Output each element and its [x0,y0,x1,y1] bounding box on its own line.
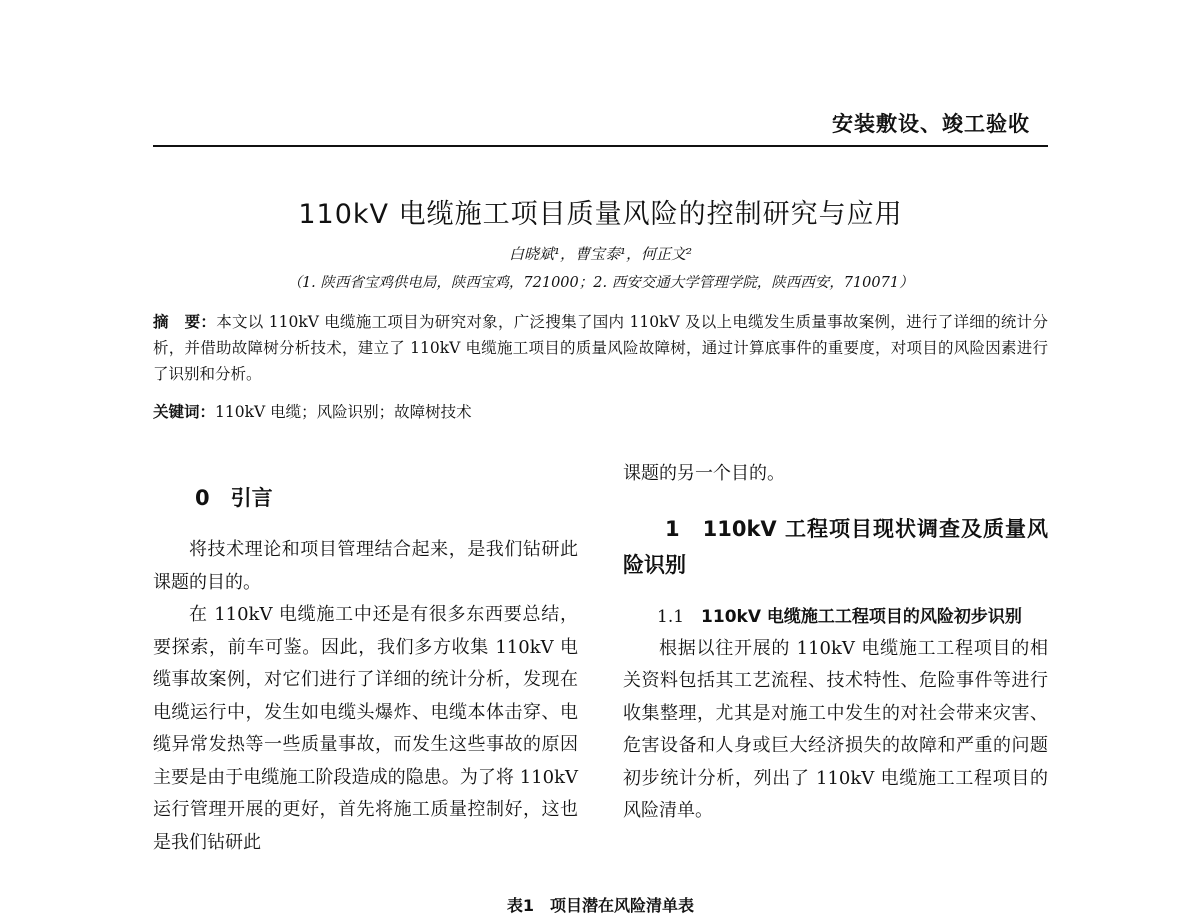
abstract-text: 本文以 110kV 电缆施工项目为研究对象，广泛搜集了国内 110kV 及以上电缆发生质量事故案例，进行了详细的统计分析，并借助故障树分析技术，建立了 110kV 电缆施工项目的质量风险故障树，通过计算底事件的重要度，对项目的风险因素进行了识别和分析。 [153,313,1048,383]
intro-continuation: 课题的另一个目的。 [623,463,785,484]
author-list: 白晓斌¹，曹宝泰¹，何正文² [508,245,693,263]
section-spacer [623,491,1048,511]
heading-spacer [153,516,578,534]
table-caption: 表1 项目潜在风险清单表 [506,896,695,915]
paper-title: 110kV 电缆施工项目质量风险的控制研究与应用 [298,199,903,230]
running-head: 安装敷设、竣工验收 [832,112,1030,136]
subsection-title: 110kV 电缆施工工程项目的风险初步识别 [701,606,1022,627]
abstract [153,309,1048,387]
subsection-1-1-heading [623,601,1048,633]
section-1-paragraph-1: 根据以往开展的 110kV 电缆施工工程项目的相关资料包括其工艺流程、技术特性、危险事件等进行收集整理，尤其是对施工中发生的对社会带来灾害、危害设备和人身或巨大经济损失的故障和严重的问题初步统计分析，列出了 110kV 电缆施工工程项目的风险清单。 [623,637,1048,821]
keywords-text: 110kV 电缆；风险识别；故障树技术 [215,403,472,421]
subsection-spacer [623,583,1048,601]
affiliations: （1. 陕西省宝鸡供电局，陕西宝鸡，721000；2. 西安交通大学管理学院，陕西西安，710071） [287,275,914,291]
left-column [153,480,578,859]
right-column [623,458,1048,828]
subsection-number: 1.1 [657,606,685,627]
abstract-label: 摘 要： [153,313,217,331]
header-rule [153,145,1048,147]
intro-paragraph-2: 在 110kV 电缆施工中还是有很多东西要总结，要探索，前车可鉴。因此，我们多方收集 110kV 电缆事故案例，对它们进行了详细的统计分析，发现在电缆运行中，发生如电缆头爆炸、电缆本体击穿、电缆异常发热等一些质量事故，而发生这些事故的原因主要是由于电缆施工阶段造成的隐患。为了将 110kV 运行管理开展的更好，首先将施工质量控制好，这也是我们钻研此 [153,604,578,853]
keywords [153,399,1048,425]
intro-paragraph-1: 将技术理论和项目管理结合起来，是我们钻研此课题的目的。 [153,539,578,593]
section-1-heading: 1 110kV 工程项目现状调查及质量风险识别 [623,516,1048,577]
section-0-heading: 0 引言 [195,486,273,510]
keywords-label: 关键词： [153,403,216,421]
